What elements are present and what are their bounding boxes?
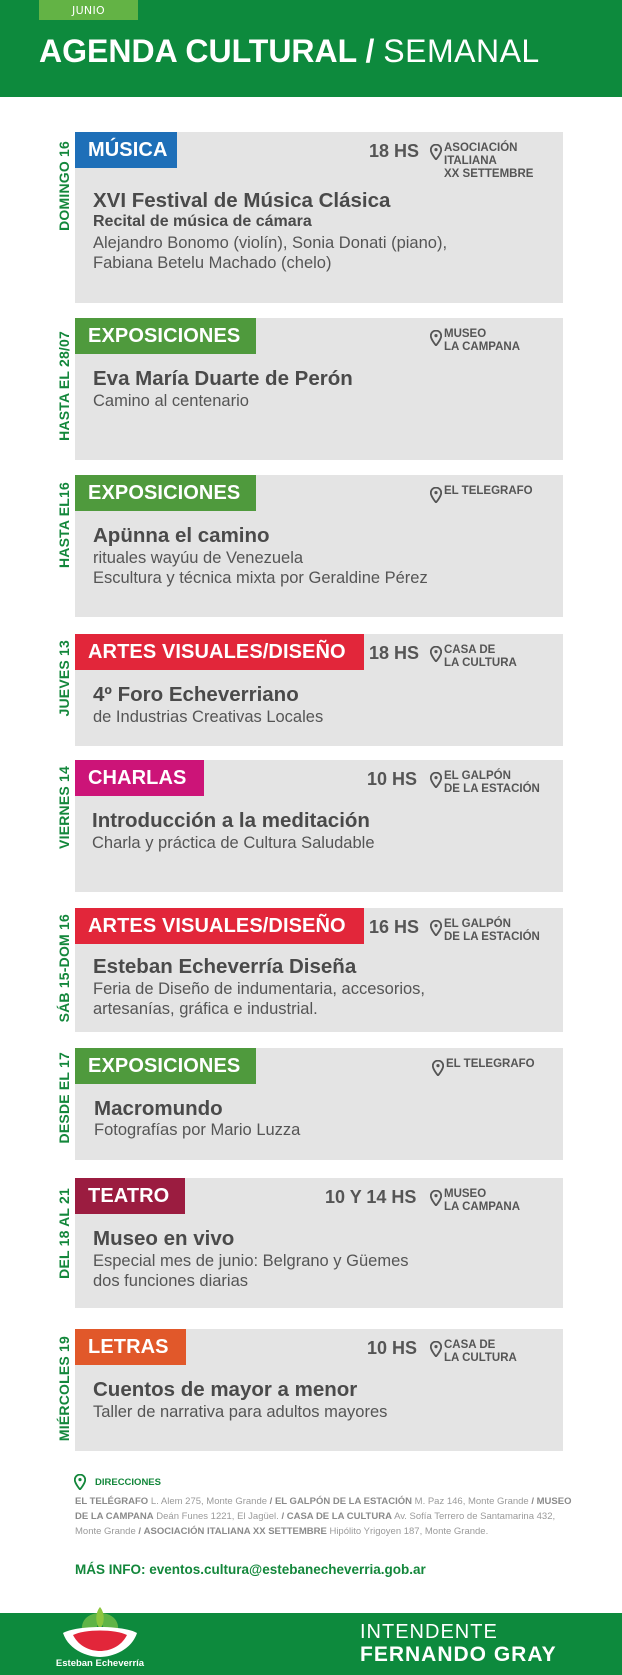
event-title: Museo en vivo [93,1227,235,1250]
category-label: LETRAS [75,1329,186,1365]
category-label: CHARLAS [75,760,204,796]
event-subtitle: Recital de música de cámara [93,213,312,230]
event-title: Cuentos de mayor a menor [93,1378,358,1401]
title-bold: AGENDA CULTURAL / [39,33,375,69]
more-info [75,1562,426,1577]
event-date: HASTA EL16 [56,481,72,568]
event-description: Alejandro Bonomo (violín), Sonia Donati (piano), Fabiana Betelu Machado (chelo) [93,234,448,272]
venue-name: CASA DE LA CULTURA [444,1339,517,1364]
event-description: Feria de Diseño de indumentaria, accesorios, artesanías, gráfica e industrial. [93,980,426,1018]
event-card [75,475,563,617]
venue-name: EL GALPÓN DE LA ESTACIÓN [274,1496,413,1507]
event-time: 10 HS [367,769,418,789]
venue-name: EL GALPÓN DE LA ESTACIÓN [444,918,540,943]
event-date: JUEVES 13 [56,639,72,717]
event-time: 18 HS [369,141,420,161]
venue [430,770,550,814]
event-title: Macromundo [94,1097,223,1120]
event-description: Camino al centenario [93,392,249,410]
event-time: 10 Y 14 HS [325,1187,417,1207]
venue [430,1339,550,1383]
event-time: 10 HS [367,1338,418,1358]
location-pin-icon [430,772,442,788]
venue-name: MUSEO DE LA CAMPANA [75,1496,572,1522]
category-label: ARTES VISUALES/DISEÑO [75,908,364,944]
category-label: TEATRO [75,1178,185,1214]
directions-list: EL TELÉGRAFO L. Alem 275, Monte Grande / EL GALPÓN DE LA ESTACIÓN M. Paz 146, Monte Grande / MUSEO DE LA CAMPANA Deán Funes 1221, El Jagüel. / CASA DE LA CULTURA Av. Sofía Terrero de Santamarina 432, Monte Grande / ASOCIACIÓN ITALIANA XX SETTEMBRE Hipólito Yrigoyen 187, Monte Grande. [75,1496,572,1537]
event-date: DEL 18 AL 21 [56,1187,72,1279]
title-light: SEMANAL [383,33,540,69]
venue-name: EL TELEGRAFO [446,1058,535,1070]
event-time: 18 HS [369,643,420,663]
page-title [39,31,540,71]
category-label: EXPOSICIONES [75,475,256,511]
venue [430,1188,550,1232]
event-date: DOMINGO 16 [56,141,72,231]
more-info-label: MÁS INFO: [75,1562,146,1577]
venue-name: MUSEO LA CAMPANA [444,328,521,353]
footer-banner [0,1613,622,1675]
location-pin-icon [74,1474,86,1490]
venue-name: MUSEO LA CAMPANA [444,1188,521,1213]
event-date: MIÉRCOLES 19 [56,1336,72,1442]
event-description: Fotografías por Mario Luzza [94,1121,301,1139]
venue-name: EL TELÉGRAFO [75,1496,149,1507]
leaf-logo-icon [55,1603,145,1659]
event-title: Apünna el camino [93,524,270,547]
directions-label: DIRECCIONES [95,1477,161,1488]
contact-email-link[interactable]: eventos.cultura@estebanecheverria.gob.ar [149,1562,426,1577]
event-card [75,132,563,303]
venue-name: ASOCIACIÓN ITALIANA XX SETTEMBRE [143,1526,327,1537]
category-label: MÚSICA [75,132,177,168]
venue-name: EL GALPÓN DE LA ESTACIÓN [444,770,540,795]
logo-name: Esteban Echeverría [55,1658,145,1669]
event-title: Eva María Duarte de Perón [93,367,353,390]
venue-name: EL TELEGRAFO [444,485,533,497]
month-tab: JUNIO [39,0,138,20]
event-date: VIERNES 14 [56,766,72,849]
event-description: Taller de narrativa para adultos mayores [93,1403,388,1421]
venue [430,485,550,529]
event-card [75,1048,563,1160]
location-pin-icon [430,144,442,160]
venue-address: Hipólito Yrigoyen 187, Monte Grande. [329,1526,489,1537]
event-card [75,634,563,746]
venue [432,1058,552,1102]
event-title: Esteban Echeverría Diseña [93,955,357,978]
venue [430,644,550,688]
event-card [75,1178,563,1308]
venue [430,142,550,186]
venue-name: CASA DE LA CULTURA [286,1511,392,1522]
event-card [75,760,563,892]
event-title: 4º Foro Echeverriano [93,683,299,706]
event-date: HASTA EL 28/07 [56,330,72,441]
event-description: rituales wayúu de Venezuela Escultura y técnica mixta por Geraldine Pérez [93,549,428,587]
venue-address: L. Alem 275, Monte Grande [150,1496,268,1507]
event-title: Introducción a la meditación [92,809,370,832]
event-description: de Industrias Creativas Locales [93,708,324,726]
venue-address: Av. Sofía Terrero de Santamarina 432, Monte Grande [75,1511,556,1537]
mayor-role: INTENDENTE [360,1621,498,1643]
event-description: Charla y práctica de Cultura Saludable [92,834,375,852]
header-banner [0,0,622,97]
event-date: DESDE EL 17 [56,1052,72,1144]
category-label: EXPOSICIONES [75,318,256,354]
location-pin-icon [430,646,442,662]
location-pin-icon [430,330,442,346]
category-label: ARTES VISUALES/DISEÑO [75,634,364,670]
location-pin-icon [432,1060,444,1076]
event-title: XVI Festival de Música Clásica [93,189,391,212]
event-time: 16 HS [369,917,420,937]
category-label: EXPOSICIONES [75,1048,256,1084]
venue-address: M. Paz 146, Monte Grande [414,1496,529,1507]
location-pin-icon [430,1190,442,1206]
venue-name: ASOCIACIÓN ITALIANA XX SETTEMBRE [444,142,534,180]
location-pin-icon [430,1341,442,1357]
event-card [75,908,563,1032]
location-pin-icon [430,920,442,936]
mayor-name: FERNANDO GRAY [360,1643,557,1666]
venue-name: CASA DE LA CULTURA [444,644,517,669]
location-pin-icon [430,487,442,503]
event-date: SÁB 15-DOM 16 [56,913,72,1023]
event-description: Especial mes de junio: Belgrano y Güemes dos funciones diarias [93,1252,409,1290]
event-card [75,318,563,460]
venue [430,328,550,372]
venue-address: Deán Funes 1221, El Jagüel. [156,1511,279,1522]
event-card [75,1329,563,1451]
